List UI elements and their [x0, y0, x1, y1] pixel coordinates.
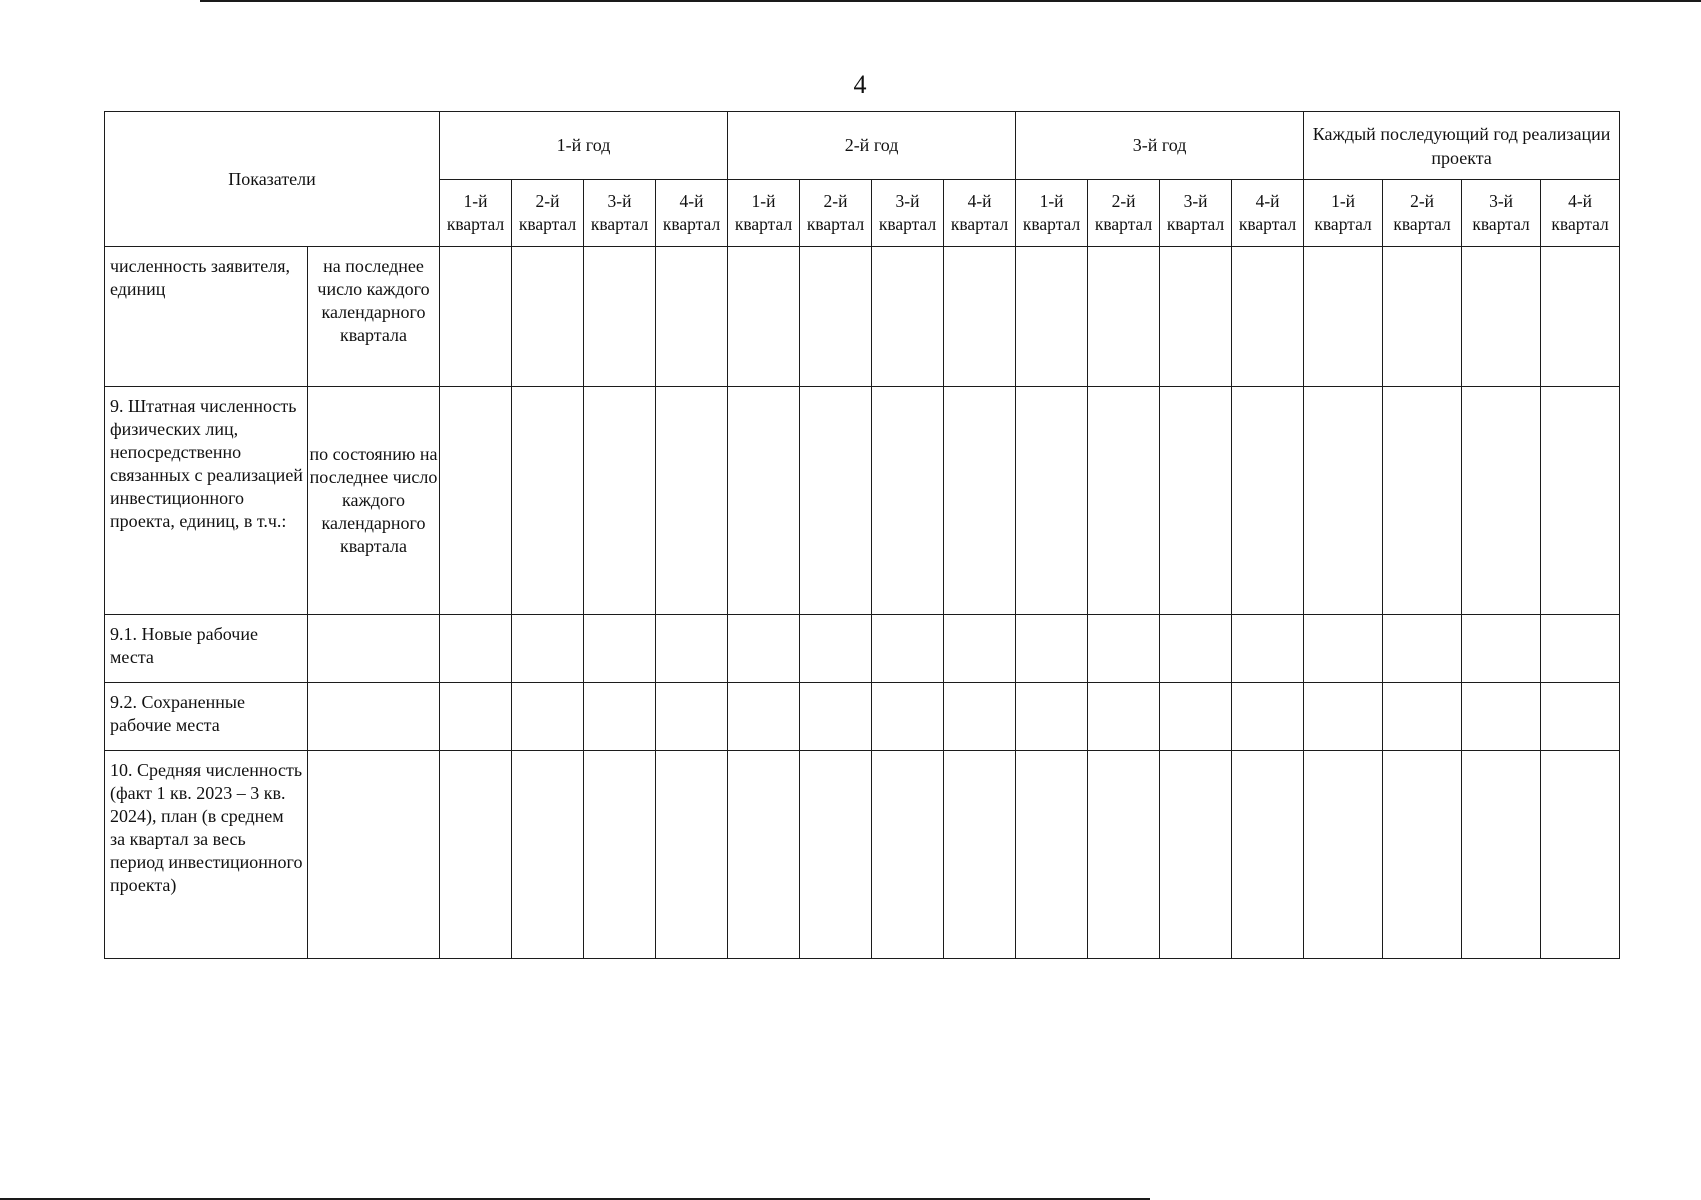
quarter-word: квартал — [1393, 214, 1451, 234]
year-header: 1-й год — [440, 112, 728, 180]
value-cell — [1383, 683, 1462, 751]
value-cell — [1160, 683, 1232, 751]
indicator-note — [308, 683, 440, 751]
value-cell — [1383, 751, 1462, 959]
quarter-number: 3-й — [1183, 191, 1208, 211]
value-cell — [1462, 751, 1541, 959]
quarter-number: 1-й — [1331, 191, 1356, 211]
quarter-header — [584, 180, 656, 247]
quarter-word: квартал — [1472, 214, 1530, 234]
quarter-word: квартал — [1166, 214, 1225, 234]
value-cell — [1304, 387, 1383, 615]
quarter-number: 4-й — [967, 191, 992, 211]
quarter-number: 3-й — [895, 191, 920, 211]
value-cell — [1088, 387, 1160, 615]
quarter-word: квартал — [446, 214, 505, 234]
value-cell — [872, 247, 944, 387]
value-cell — [1304, 247, 1383, 387]
value-cell — [1462, 683, 1541, 751]
indicator-name: численность заявителя, единиц — [105, 247, 308, 387]
indicators-header: Показатели — [105, 112, 440, 247]
quarter-header — [944, 180, 1016, 247]
quarter-word: квартал — [806, 214, 865, 234]
quarter-header — [800, 180, 872, 247]
value-cell — [1016, 247, 1088, 387]
value-cell — [728, 751, 800, 959]
value-cell — [440, 751, 512, 959]
value-cell — [656, 751, 728, 959]
indicator-note — [308, 751, 440, 959]
value-cell — [800, 683, 872, 751]
value-cell — [1541, 683, 1620, 751]
value-cell — [1383, 615, 1462, 683]
value-cell — [1160, 751, 1232, 959]
value-cell — [872, 683, 944, 751]
year-header: 3-й год — [1016, 112, 1304, 180]
value-cell — [656, 683, 728, 751]
value-cell — [656, 247, 728, 387]
value-cell — [872, 615, 944, 683]
indicator-note: на последнее число каждого календарного квартала — [308, 247, 440, 387]
year-header: 2-й год — [728, 112, 1016, 180]
value-cell — [1541, 247, 1620, 387]
quarter-word: квартал — [950, 214, 1009, 234]
indicator-name: 9.1. Новые рабочие места — [105, 615, 308, 683]
value-cell — [584, 615, 656, 683]
value-cell — [1232, 683, 1304, 751]
quarter-header — [1232, 180, 1304, 247]
quarter-word: квартал — [734, 214, 793, 234]
quarter-word: квартал — [1551, 214, 1609, 234]
quarter-word: квартал — [1238, 214, 1297, 234]
table-row — [105, 615, 1620, 683]
table-row — [105, 387, 1620, 615]
quarter-header — [1088, 180, 1160, 247]
value-cell — [1462, 247, 1541, 387]
value-cell — [1541, 615, 1620, 683]
value-cell — [728, 683, 800, 751]
quarter-header — [656, 180, 728, 247]
indicators-table — [104, 111, 1620, 959]
value-cell — [1383, 387, 1462, 615]
value-cell — [1541, 387, 1620, 615]
value-cell — [1160, 615, 1232, 683]
value-cell — [1232, 247, 1304, 387]
quarter-number: 2-й — [535, 191, 560, 211]
value-cell — [872, 751, 944, 959]
indicator-name: 10. Средняя численность (факт 1 кв. 2023 – 3 кв. 2024), план (в среднем за квартал за весь период инвестиционного проекта) — [105, 751, 308, 959]
quarter-word: квартал — [1022, 214, 1081, 234]
quarter-header — [872, 180, 944, 247]
quarter-header — [1541, 180, 1620, 247]
value-cell — [1160, 247, 1232, 387]
value-cell — [512, 751, 584, 959]
value-cell — [1304, 615, 1383, 683]
value-cell — [944, 683, 1016, 751]
value-cell — [1088, 615, 1160, 683]
quarter-header — [1383, 180, 1462, 247]
value-cell — [800, 247, 872, 387]
quarter-header — [512, 180, 584, 247]
value-cell — [1304, 683, 1383, 751]
value-cell — [512, 683, 584, 751]
quarter-header — [728, 180, 800, 247]
quarter-number: 2-й — [1111, 191, 1136, 211]
value-cell — [584, 247, 656, 387]
quarter-header — [1304, 180, 1383, 247]
value-cell — [1088, 247, 1160, 387]
quarter-word: квартал — [662, 214, 721, 234]
quarter-word: квартал — [590, 214, 649, 234]
value-cell — [440, 615, 512, 683]
quarter-word: квартал — [878, 214, 937, 234]
value-cell — [512, 387, 584, 615]
value-cell — [512, 247, 584, 387]
quarter-number: 2-й — [823, 191, 848, 211]
value-cell — [584, 683, 656, 751]
quarter-header — [440, 180, 512, 247]
indicator-name: 9. Штатная численность физических лиц, непосредственно связанных с реализацией инвестиционного проекта, единиц, в т.ч.: — [105, 387, 308, 615]
quarter-number: 1-й — [463, 191, 488, 211]
indicator-note — [308, 615, 440, 683]
value-cell — [1232, 615, 1304, 683]
quarter-header — [1160, 180, 1232, 247]
value-cell — [584, 387, 656, 615]
value-cell — [1462, 387, 1541, 615]
value-cell — [512, 615, 584, 683]
value-cell — [440, 387, 512, 615]
value-cell — [1383, 247, 1462, 387]
quarter-number: 3-й — [1489, 191, 1514, 211]
quarter-header — [1462, 180, 1541, 247]
indicator-note: по состоянию на последнее число каждого календарного квартала — [308, 387, 440, 615]
quarter-number: 4-й — [1255, 191, 1280, 211]
table-row — [105, 751, 1620, 959]
value-cell — [584, 751, 656, 959]
table-row — [105, 683, 1620, 751]
table-row — [105, 247, 1620, 387]
value-cell — [1232, 751, 1304, 959]
value-cell — [1541, 751, 1620, 959]
value-cell — [1232, 387, 1304, 615]
quarter-word: квартал — [1094, 214, 1153, 234]
value-cell — [1304, 751, 1383, 959]
value-cell — [800, 387, 872, 615]
value-cell — [1016, 387, 1088, 615]
value-cell — [656, 387, 728, 615]
value-cell — [1088, 683, 1160, 751]
value-cell — [800, 751, 872, 959]
value-cell — [728, 615, 800, 683]
value-cell — [728, 387, 800, 615]
value-cell — [440, 683, 512, 751]
quarter-number: 1-й — [751, 191, 776, 211]
value-cell — [1088, 751, 1160, 959]
quarter-number: 3-й — [607, 191, 632, 211]
value-cell — [944, 387, 1016, 615]
value-cell — [944, 615, 1016, 683]
value-cell — [1016, 683, 1088, 751]
quarter-number: 1-й — [1039, 191, 1064, 211]
header-row-years — [105, 112, 1620, 180]
scan-edge-top — [200, 0, 1701, 2]
quarter-word: квартал — [1314, 214, 1372, 234]
value-cell — [944, 247, 1016, 387]
value-cell — [1462, 615, 1541, 683]
value-cell — [944, 751, 1016, 959]
quarter-number: 4-й — [1568, 191, 1593, 211]
value-cell — [872, 387, 944, 615]
quarter-number: 2-й — [1410, 191, 1435, 211]
value-cell — [656, 615, 728, 683]
page-number: 4 — [853, 70, 867, 99]
quarter-header — [1016, 180, 1088, 247]
quarter-word: квартал — [518, 214, 577, 234]
value-cell — [728, 247, 800, 387]
value-cell — [1016, 751, 1088, 959]
indicator-name: 9.2. Сохраненные рабочие места — [105, 683, 308, 751]
year-header: Каждый последующий год реализации проекта — [1304, 112, 1620, 180]
quarter-number: 4-й — [679, 191, 704, 211]
value-cell — [1016, 615, 1088, 683]
value-cell — [440, 247, 512, 387]
value-cell — [1160, 387, 1232, 615]
value-cell — [800, 615, 872, 683]
